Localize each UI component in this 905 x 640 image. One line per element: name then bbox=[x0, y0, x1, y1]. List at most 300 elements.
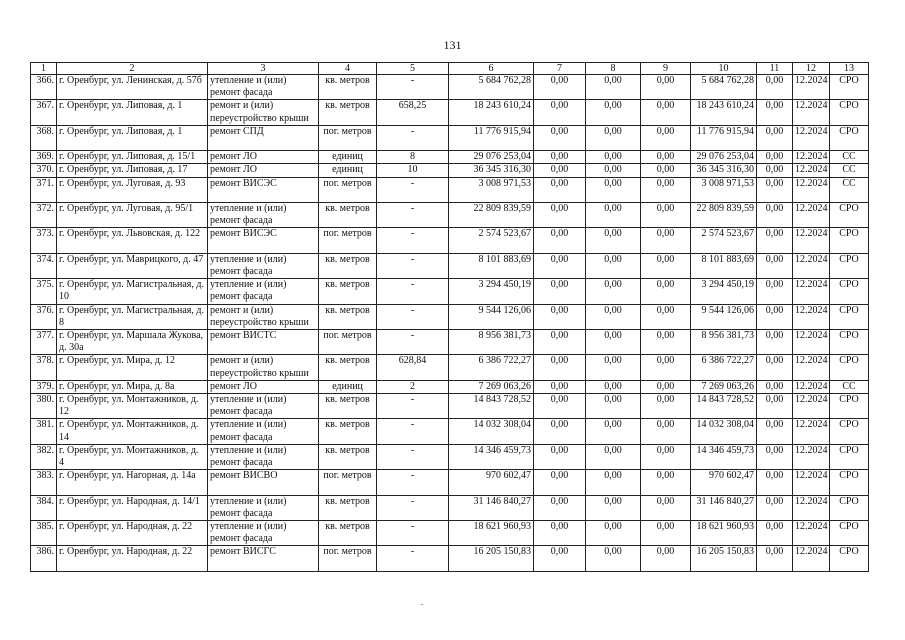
quantity-cell: - bbox=[377, 75, 449, 100]
work-type-cell: ремонт ЛО bbox=[208, 164, 319, 177]
total-cost-cell: 3 008 971,53 bbox=[449, 177, 534, 202]
fund-local-cell: 0,00 bbox=[641, 330, 691, 355]
address-cell: г. Оренбург, ул. Маршала Жукова, д. 30а bbox=[57, 330, 208, 355]
quantity-cell: 658,25 bbox=[377, 100, 449, 125]
other-cost-cell: 0,00 bbox=[757, 177, 793, 202]
fund-regional-cell: 0,00 bbox=[586, 394, 641, 419]
method-cell: СРО bbox=[830, 444, 869, 469]
fund-owners-cell: 6 386 722,27 bbox=[691, 355, 757, 380]
table-row bbox=[31, 177, 869, 202]
table-row bbox=[31, 228, 869, 253]
fund-local-cell: 0,00 bbox=[641, 151, 691, 164]
col-header: 8 bbox=[586, 63, 641, 75]
address-cell: г. Оренбург, ул. Мира, д. 12 bbox=[57, 355, 208, 380]
method-cell: СРО bbox=[830, 279, 869, 304]
table-row bbox=[31, 546, 869, 571]
method-cell: СРО bbox=[830, 253, 869, 278]
method-cell: СС bbox=[830, 177, 869, 202]
unit-cell: кв. метров bbox=[319, 279, 377, 304]
work-type-cell: утепление и (или) ремонт фасада bbox=[208, 495, 319, 520]
table-row bbox=[31, 470, 869, 495]
total-cost-cell: 16 205 150,83 bbox=[449, 546, 534, 571]
other-cost-cell: 0,00 bbox=[757, 151, 793, 164]
table-row bbox=[31, 380, 869, 393]
fund-regional-cell: 0,00 bbox=[586, 380, 641, 393]
total-cost-cell: 18 621 960,93 bbox=[449, 521, 534, 546]
quantity-cell: 8 bbox=[377, 151, 449, 164]
fund-local-cell: 0,00 bbox=[641, 228, 691, 253]
table-row bbox=[31, 495, 869, 520]
fund-regional-cell: 0,00 bbox=[586, 151, 641, 164]
address-cell: г. Оренбург, ул. Народная, д. 14/1 bbox=[57, 495, 208, 520]
other-cost-cell: 0,00 bbox=[757, 546, 793, 571]
col-header: 6 bbox=[449, 63, 534, 75]
deadline-cell: 12.2024 bbox=[793, 495, 830, 520]
table-body bbox=[31, 75, 869, 572]
method-cell: СРО bbox=[830, 304, 869, 329]
table-row bbox=[31, 253, 869, 278]
table-row bbox=[31, 75, 869, 100]
fund-owners-cell: 3 294 450,19 bbox=[691, 279, 757, 304]
fund-federal-cell: 0,00 bbox=[534, 203, 586, 228]
address-cell: г. Оренбург, ул. Львовская, д. 122 bbox=[57, 228, 208, 253]
address-cell: г. Оренбург, ул. Липовая, д. 1 bbox=[57, 100, 208, 125]
row-number-cell: 372. bbox=[31, 203, 57, 228]
other-cost-cell: 0,00 bbox=[757, 100, 793, 125]
unit-cell: пог. метров bbox=[319, 470, 377, 495]
row-number-cell: 383. bbox=[31, 470, 57, 495]
fund-regional-cell: 0,00 bbox=[586, 253, 641, 278]
row-number-cell: 384. bbox=[31, 495, 57, 520]
work-type-cell: утепление и (или) ремонт фасада bbox=[208, 394, 319, 419]
address-cell: г. Оренбург, ул. Липовая, д. 1 bbox=[57, 125, 208, 150]
other-cost-cell: 0,00 bbox=[757, 380, 793, 393]
address-cell: г. Оренбург, ул. Монтажников, д. 14 bbox=[57, 419, 208, 444]
fund-owners-cell: 16 205 150,83 bbox=[691, 546, 757, 571]
work-type-cell: ремонт ВИСГС bbox=[208, 546, 319, 571]
other-cost-cell: 0,00 bbox=[757, 394, 793, 419]
row-number-cell: 378. bbox=[31, 355, 57, 380]
other-cost-cell: 0,00 bbox=[757, 444, 793, 469]
fund-local-cell: 0,00 bbox=[641, 75, 691, 100]
quantity-cell: - bbox=[377, 203, 449, 228]
table-row bbox=[31, 419, 869, 444]
row-number-cell: 386. bbox=[31, 546, 57, 571]
fund-federal-cell: 0,00 bbox=[534, 330, 586, 355]
other-cost-cell: 0,00 bbox=[757, 164, 793, 177]
other-cost-cell: 0,00 bbox=[757, 304, 793, 329]
fund-owners-cell: 31 146 840,27 bbox=[691, 495, 757, 520]
other-cost-cell: 0,00 bbox=[757, 75, 793, 100]
total-cost-cell: 31 146 840,27 bbox=[449, 495, 534, 520]
col-header: 1 bbox=[31, 63, 57, 75]
fund-federal-cell: 0,00 bbox=[534, 380, 586, 393]
fund-regional-cell: 0,00 bbox=[586, 75, 641, 100]
col-header: 2 bbox=[57, 63, 208, 75]
row-number-cell: 381. bbox=[31, 419, 57, 444]
address-cell: г. Оренбург, ул. Ленинская, д. 57б bbox=[57, 75, 208, 100]
header-row bbox=[31, 63, 869, 75]
quantity-cell: - bbox=[377, 495, 449, 520]
fund-local-cell: 0,00 bbox=[641, 394, 691, 419]
address-cell: г. Оренбург, ул. Монтажников, д. 4 bbox=[57, 444, 208, 469]
work-type-cell: утепление и (или) ремонт фасада bbox=[208, 521, 319, 546]
other-cost-cell: 0,00 bbox=[757, 253, 793, 278]
work-type-cell: утепление и (или) ремонт фасада bbox=[208, 279, 319, 304]
address-cell: г. Оренбург, ул. Магистральная, д. 10 bbox=[57, 279, 208, 304]
method-cell: СРО bbox=[830, 546, 869, 571]
fund-local-cell: 0,00 bbox=[641, 164, 691, 177]
total-cost-cell: 2 574 523,67 bbox=[449, 228, 534, 253]
unit-cell: кв. метров bbox=[319, 75, 377, 100]
work-type-cell: ремонт ВИСЭС bbox=[208, 228, 319, 253]
work-type-cell: утепление и (или) ремонт фасада bbox=[208, 203, 319, 228]
quantity-cell: - bbox=[377, 177, 449, 202]
row-number-cell: 377. bbox=[31, 330, 57, 355]
deadline-cell: 12.2024 bbox=[793, 304, 830, 329]
fund-owners-cell: 18 243 610,24 bbox=[691, 100, 757, 125]
row-number-cell: 374. bbox=[31, 253, 57, 278]
deadline-cell: 12.2024 bbox=[793, 279, 830, 304]
fund-local-cell: 0,00 bbox=[641, 253, 691, 278]
repair-register-table bbox=[30, 62, 869, 572]
deadline-cell: 12.2024 bbox=[793, 394, 830, 419]
unit-cell: пог. метров bbox=[319, 228, 377, 253]
row-number-cell: 375. bbox=[31, 279, 57, 304]
method-cell: СРО bbox=[830, 419, 869, 444]
deadline-cell: 12.2024 bbox=[793, 151, 830, 164]
table-row bbox=[31, 164, 869, 177]
quantity-cell: - bbox=[377, 470, 449, 495]
table-row bbox=[31, 444, 869, 469]
fund-federal-cell: 0,00 bbox=[534, 495, 586, 520]
deadline-cell: 12.2024 bbox=[793, 125, 830, 150]
fund-local-cell: 0,00 bbox=[641, 419, 691, 444]
quantity-cell: 2 bbox=[377, 380, 449, 393]
method-cell: СРО bbox=[830, 355, 869, 380]
row-number-cell: 382. bbox=[31, 444, 57, 469]
col-header: 13 bbox=[830, 63, 869, 75]
unit-cell: кв. метров bbox=[319, 495, 377, 520]
row-number-cell: 367. bbox=[31, 100, 57, 125]
unit-cell: единиц bbox=[319, 380, 377, 393]
quantity-cell: - bbox=[377, 279, 449, 304]
deadline-cell: 12.2024 bbox=[793, 380, 830, 393]
total-cost-cell: 36 345 316,30 bbox=[449, 164, 534, 177]
fund-regional-cell: 0,00 bbox=[586, 100, 641, 125]
total-cost-cell: 22 809 839,59 bbox=[449, 203, 534, 228]
row-number-cell: 379. bbox=[31, 380, 57, 393]
fund-local-cell: 0,00 bbox=[641, 279, 691, 304]
page-number: 131 bbox=[443, 38, 462, 52]
fund-owners-cell: 8 956 381,73 bbox=[691, 330, 757, 355]
fund-federal-cell: 0,00 bbox=[534, 100, 586, 125]
unit-cell: единиц bbox=[319, 164, 377, 177]
unit-cell: пог. метров bbox=[319, 330, 377, 355]
table-row bbox=[31, 100, 869, 125]
col-header: 10 bbox=[691, 63, 757, 75]
row-number-cell: 385. bbox=[31, 521, 57, 546]
fund-owners-cell: 11 776 915,94 bbox=[691, 125, 757, 150]
work-type-cell: утепление и (или) ремонт фасада bbox=[208, 419, 319, 444]
total-cost-cell: 29 076 253,04 bbox=[449, 151, 534, 164]
fund-federal-cell: 0,00 bbox=[534, 355, 586, 380]
method-cell: СРО bbox=[830, 100, 869, 125]
row-number-cell: 370. bbox=[31, 164, 57, 177]
col-header: 5 bbox=[377, 63, 449, 75]
quantity-cell: - bbox=[377, 125, 449, 150]
total-cost-cell: 14 843 728,52 bbox=[449, 394, 534, 419]
address-cell: г. Оренбург, ул. Монтажников, д. 12 bbox=[57, 394, 208, 419]
work-type-cell: ремонт ЛО bbox=[208, 380, 319, 393]
fund-regional-cell: 0,00 bbox=[586, 330, 641, 355]
deadline-cell: 12.2024 bbox=[793, 521, 830, 546]
col-header: 12 bbox=[793, 63, 830, 75]
total-cost-cell: 3 294 450,19 bbox=[449, 279, 534, 304]
method-cell: СРО bbox=[830, 521, 869, 546]
unit-cell: кв. метров bbox=[319, 355, 377, 380]
fund-federal-cell: 0,00 bbox=[534, 546, 586, 571]
method-cell: СРО bbox=[830, 495, 869, 520]
work-type-cell: ремонт ВИСВО bbox=[208, 470, 319, 495]
fund-regional-cell: 0,00 bbox=[586, 164, 641, 177]
fund-federal-cell: 0,00 bbox=[534, 228, 586, 253]
fund-regional-cell: 0,00 bbox=[586, 279, 641, 304]
unit-cell: кв. метров bbox=[319, 444, 377, 469]
work-type-cell: утепление и (или) ремонт фасада bbox=[208, 444, 319, 469]
fund-owners-cell: 22 809 839,59 bbox=[691, 203, 757, 228]
address-cell: г. Оренбург, ул. Народная, д. 22 bbox=[57, 546, 208, 571]
deadline-cell: 12.2024 bbox=[793, 228, 830, 253]
address-cell: г. Оренбург, ул. Магистральная, д. 8 bbox=[57, 304, 208, 329]
fund-federal-cell: 0,00 bbox=[534, 151, 586, 164]
address-cell: г. Оренбург, ул. Липовая, д. 15/1 bbox=[57, 151, 208, 164]
work-type-cell: ремонт СПД bbox=[208, 125, 319, 150]
fund-owners-cell: 18 621 960,93 bbox=[691, 521, 757, 546]
quantity-cell: - bbox=[377, 253, 449, 278]
table-row bbox=[31, 330, 869, 355]
fund-federal-cell: 0,00 bbox=[534, 177, 586, 202]
other-cost-cell: 0,00 bbox=[757, 419, 793, 444]
quantity-cell: - bbox=[377, 394, 449, 419]
unit-cell: кв. метров bbox=[319, 100, 377, 125]
unit-cell: пог. метров bbox=[319, 546, 377, 571]
other-cost-cell: 0,00 bbox=[757, 521, 793, 546]
fund-local-cell: 0,00 bbox=[641, 495, 691, 520]
fund-regional-cell: 0,00 bbox=[586, 495, 641, 520]
address-cell: г. Оренбург, ул. Луговая, д. 95/1 bbox=[57, 203, 208, 228]
unit-cell: кв. метров bbox=[319, 521, 377, 546]
total-cost-cell: 8 956 381,73 bbox=[449, 330, 534, 355]
other-cost-cell: 0,00 bbox=[757, 495, 793, 520]
method-cell: СРО bbox=[830, 330, 869, 355]
fund-local-cell: 0,00 bbox=[641, 100, 691, 125]
quantity-cell: 628,84 bbox=[377, 355, 449, 380]
method-cell: СРО bbox=[830, 228, 869, 253]
work-type-cell: утепление и (или) ремонт фасада bbox=[208, 75, 319, 100]
table-row bbox=[31, 279, 869, 304]
col-header: 7 bbox=[534, 63, 586, 75]
unit-cell: пог. метров bbox=[319, 125, 377, 150]
address-cell: г. Оренбург, ул. Народная, д. 22 bbox=[57, 521, 208, 546]
total-cost-cell: 11 776 915,94 bbox=[449, 125, 534, 150]
fund-regional-cell: 0,00 bbox=[586, 470, 641, 495]
work-type-cell: ремонт ВИСЭС bbox=[208, 177, 319, 202]
total-cost-cell: 9 544 126,06 bbox=[449, 304, 534, 329]
fund-federal-cell: 0,00 bbox=[534, 125, 586, 150]
fund-regional-cell: 0,00 bbox=[586, 228, 641, 253]
fund-regional-cell: 0,00 bbox=[586, 521, 641, 546]
deadline-cell: 12.2024 bbox=[793, 419, 830, 444]
fund-regional-cell: 0,00 bbox=[586, 304, 641, 329]
method-cell: СРО bbox=[830, 125, 869, 150]
deadline-cell: 12.2024 bbox=[793, 177, 830, 202]
table-row bbox=[31, 304, 869, 329]
fund-local-cell: 0,00 bbox=[641, 304, 691, 329]
unit-cell: кв. метров bbox=[319, 304, 377, 329]
total-cost-cell: 7 269 063,26 bbox=[449, 380, 534, 393]
fund-federal-cell: 0,00 bbox=[534, 521, 586, 546]
total-cost-cell: 14 346 459,73 bbox=[449, 444, 534, 469]
method-cell: СРО bbox=[830, 75, 869, 100]
row-number-cell: 366. bbox=[31, 75, 57, 100]
fund-owners-cell: 14 346 459,73 bbox=[691, 444, 757, 469]
address-cell: г. Оренбург, ул. Мира, д. 8а bbox=[57, 380, 208, 393]
col-header: 3 bbox=[208, 63, 319, 75]
quantity-cell: - bbox=[377, 444, 449, 469]
total-cost-cell: 8 101 883,69 bbox=[449, 253, 534, 278]
row-number-cell: 368. bbox=[31, 125, 57, 150]
total-cost-cell: 18 243 610,24 bbox=[449, 100, 534, 125]
work-type-cell: ремонт ЛО bbox=[208, 151, 319, 164]
fund-federal-cell: 0,00 bbox=[534, 304, 586, 329]
row-number-cell: 380. bbox=[31, 394, 57, 419]
address-cell: г. Оренбург, ул. Маврицкого, д. 47 bbox=[57, 253, 208, 278]
fund-local-cell: 0,00 bbox=[641, 355, 691, 380]
fund-local-cell: 0,00 bbox=[641, 380, 691, 393]
fund-regional-cell: 0,00 bbox=[586, 546, 641, 571]
unit-cell: кв. метров bbox=[319, 253, 377, 278]
fund-federal-cell: 0,00 bbox=[534, 164, 586, 177]
fund-owners-cell: 8 101 883,69 bbox=[691, 253, 757, 278]
work-type-cell: ремонт и (или) переустройство крыши bbox=[208, 100, 319, 125]
fund-owners-cell: 7 269 063,26 bbox=[691, 380, 757, 393]
table-row bbox=[31, 125, 869, 150]
table-row bbox=[31, 203, 869, 228]
other-cost-cell: 0,00 bbox=[757, 125, 793, 150]
row-number-cell: 369. bbox=[31, 151, 57, 164]
table-row bbox=[31, 521, 869, 546]
other-cost-cell: 0,00 bbox=[757, 330, 793, 355]
fund-regional-cell: 0,00 bbox=[586, 203, 641, 228]
fund-owners-cell: 970 602,47 bbox=[691, 470, 757, 495]
row-number-cell: 371. bbox=[31, 177, 57, 202]
other-cost-cell: 0,00 bbox=[757, 470, 793, 495]
other-cost-cell: 0,00 bbox=[757, 228, 793, 253]
deadline-cell: 12.2024 bbox=[793, 100, 830, 125]
total-cost-cell: 14 032 308,04 bbox=[449, 419, 534, 444]
address-cell: г. Оренбург, ул. Липовая, д. 17 bbox=[57, 164, 208, 177]
fund-regional-cell: 0,00 bbox=[586, 125, 641, 150]
fund-local-cell: 0,00 bbox=[641, 444, 691, 469]
unit-cell: кв. метров bbox=[319, 394, 377, 419]
deadline-cell: 12.2024 bbox=[793, 203, 830, 228]
fund-federal-cell: 0,00 bbox=[534, 419, 586, 444]
fund-local-cell: 0,00 bbox=[641, 203, 691, 228]
fund-federal-cell: 0,00 bbox=[534, 279, 586, 304]
other-cost-cell: 0,00 bbox=[757, 355, 793, 380]
deadline-cell: 12.2024 bbox=[793, 75, 830, 100]
fund-local-cell: 0,00 bbox=[641, 521, 691, 546]
table-row bbox=[31, 355, 869, 380]
fund-owners-cell: 36 345 316,30 bbox=[691, 164, 757, 177]
fund-federal-cell: 0,00 bbox=[534, 444, 586, 469]
table-row bbox=[31, 394, 869, 419]
unit-cell: единиц bbox=[319, 151, 377, 164]
fund-local-cell: 0,00 bbox=[641, 125, 691, 150]
scan-speck bbox=[421, 604, 423, 605]
deadline-cell: 12.2024 bbox=[793, 355, 830, 380]
fund-local-cell: 0,00 bbox=[641, 546, 691, 571]
method-cell: СС bbox=[830, 380, 869, 393]
quantity-cell: - bbox=[377, 304, 449, 329]
fund-federal-cell: 0,00 bbox=[534, 470, 586, 495]
fund-owners-cell: 9 544 126,06 bbox=[691, 304, 757, 329]
address-cell: г. Оренбург, ул. Луговая, д. 93 bbox=[57, 177, 208, 202]
total-cost-cell: 970 602,47 bbox=[449, 470, 534, 495]
address-cell: г. Оренбург, ул. Нагорная, д. 14а bbox=[57, 470, 208, 495]
fund-federal-cell: 0,00 bbox=[534, 394, 586, 419]
fund-owners-cell: 14 032 308,04 bbox=[691, 419, 757, 444]
fund-local-cell: 0,00 bbox=[641, 177, 691, 202]
deadline-cell: 12.2024 bbox=[793, 546, 830, 571]
deadline-cell: 12.2024 bbox=[793, 444, 830, 469]
fund-regional-cell: 0,00 bbox=[586, 177, 641, 202]
fund-owners-cell: 29 076 253,04 bbox=[691, 151, 757, 164]
quantity-cell: - bbox=[377, 521, 449, 546]
total-cost-cell: 5 684 762,28 bbox=[449, 75, 534, 100]
unit-cell: кв. метров bbox=[319, 203, 377, 228]
method-cell: СРО bbox=[830, 470, 869, 495]
row-number-cell: 376. bbox=[31, 304, 57, 329]
quantity-cell: - bbox=[377, 330, 449, 355]
quantity-cell: - bbox=[377, 419, 449, 444]
fund-owners-cell: 3 008 971,53 bbox=[691, 177, 757, 202]
method-cell: СС bbox=[830, 151, 869, 164]
deadline-cell: 12.2024 bbox=[793, 330, 830, 355]
method-cell: СРО bbox=[830, 394, 869, 419]
quantity-cell: - bbox=[377, 546, 449, 571]
other-cost-cell: 0,00 bbox=[757, 279, 793, 304]
work-type-cell: ремонт и (или) переустройство крыши bbox=[208, 304, 319, 329]
col-header: 9 bbox=[641, 63, 691, 75]
fund-local-cell: 0,00 bbox=[641, 470, 691, 495]
unit-cell: кв. метров bbox=[319, 419, 377, 444]
quantity-cell: - bbox=[377, 228, 449, 253]
total-cost-cell: 6 386 722,27 bbox=[449, 355, 534, 380]
col-header: 4 bbox=[319, 63, 377, 75]
quantity-cell: 10 bbox=[377, 164, 449, 177]
deadline-cell: 12.2024 bbox=[793, 470, 830, 495]
deadline-cell: 12.2024 bbox=[793, 253, 830, 278]
fund-federal-cell: 0,00 bbox=[534, 75, 586, 100]
table-row bbox=[31, 151, 869, 164]
other-cost-cell: 0,00 bbox=[757, 203, 793, 228]
deadline-cell: 12.2024 bbox=[793, 164, 830, 177]
work-type-cell: утепление и (или) ремонт фасада bbox=[208, 253, 319, 278]
fund-owners-cell: 5 684 762,28 bbox=[691, 75, 757, 100]
unit-cell: пог. метров bbox=[319, 177, 377, 202]
